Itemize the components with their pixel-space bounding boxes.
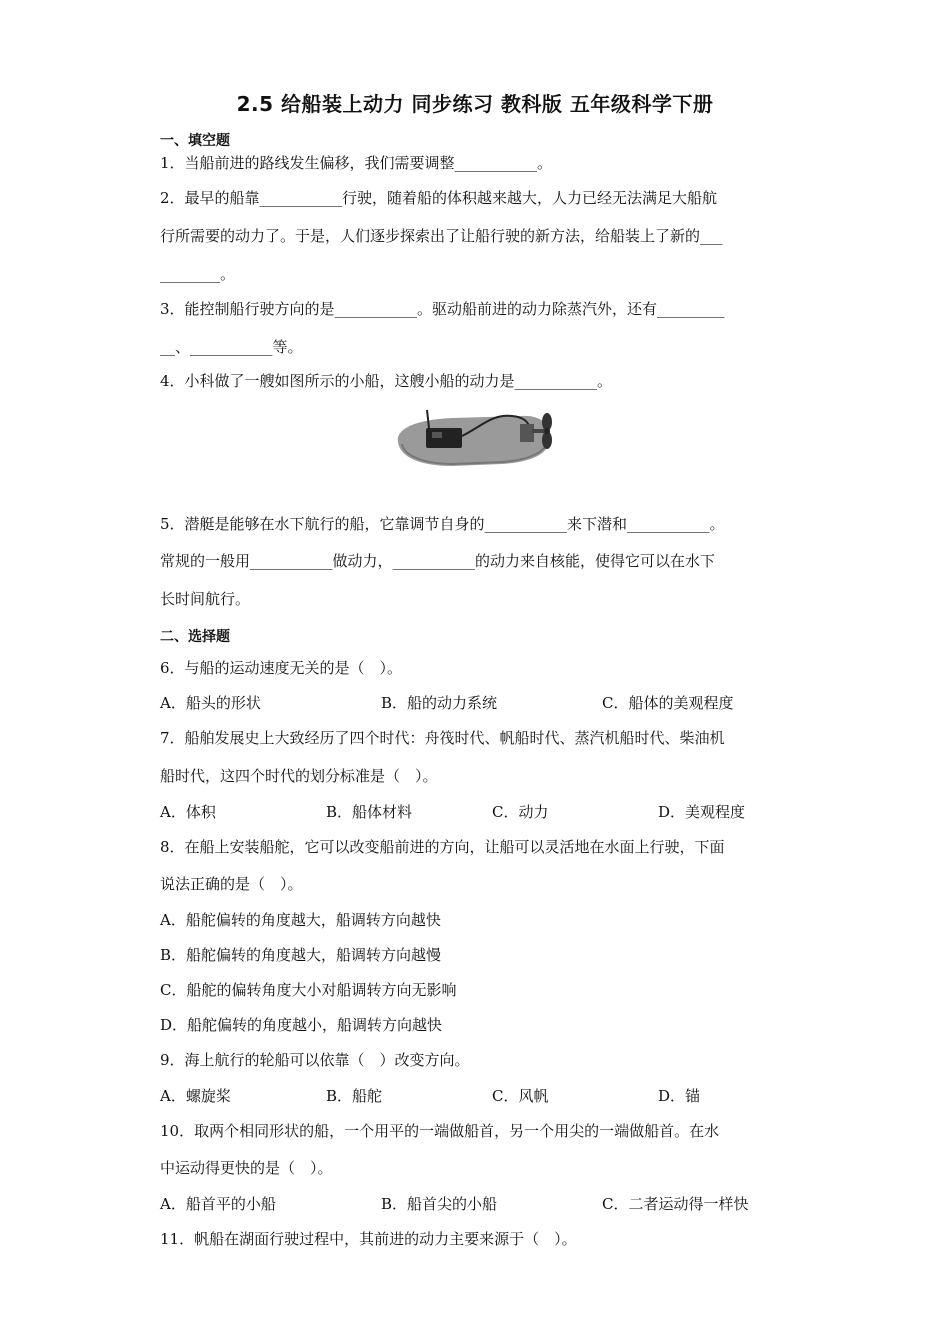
q7-option-d: D．美观程度 — [658, 803, 746, 821]
toy-boat-image — [392, 402, 556, 472]
q8-option-a: A．船舵偏转的角度越大，船调转方向越快 — [160, 911, 441, 929]
question-8-line-1: 8．在船上安装船舵，它可以改变船前进的方向，让船可以灵活地在水面上行驶，下面 — [160, 838, 725, 856]
q9-option-a: A．螺旋桨 — [160, 1087, 231, 1105]
page-title: 2.5 给船装上动力 同步练习 教科版 五年级科学下册 — [236, 92, 714, 116]
q9-option-c: C．风帆 — [492, 1087, 549, 1105]
q7-option-a: A．体积 — [160, 803, 216, 821]
q10-option-c: C．二者运动得一样快 — [602, 1195, 749, 1213]
question-2-line-1: 2．最早的船靠___________行驶，随着船的体积越来越大，人力已经无法满足大船航 — [160, 189, 718, 207]
question-11: 11．帆船在湖面行驶过程中，其前进的动力主要来源于（ ）。 — [160, 1230, 577, 1248]
q8-option-b: B．船舵偏转的角度越大，船调转方向越慢 — [160, 946, 442, 964]
question-4: 4．小科做了一艘如图所示的小船，这艘小船的动力是___________。 — [160, 372, 613, 390]
q6-option-b: B．船的动力系统 — [381, 694, 498, 712]
q10-option-b: B．船首尖的小船 — [381, 1195, 498, 1213]
question-2-line-3: ________。 — [160, 265, 236, 283]
q6-option-a: A．船头的形状 — [160, 694, 261, 712]
q8-option-c: C．船舵的偏转角度大小对船调转方向无影响 — [160, 981, 457, 999]
question-5-line-3: 长时间航行。 — [160, 590, 251, 608]
question-7-line-2: 船时代，这四个时代的划分标准是（ ）。 — [160, 767, 438, 785]
question-3-line-1: 3．能控制船行驶方向的是___________。驱动船前进的动力除蒸汽外，还有_________ — [160, 300, 725, 318]
section-fill-heading: 一、填空题 — [160, 133, 230, 149]
question-10-line-2: 中运动得更快的是（ ）。 — [160, 1159, 333, 1177]
q9-option-d: D．锚 — [658, 1087, 701, 1105]
q7-option-c: C．动力 — [492, 803, 549, 821]
question-5-line-1: 5．潜艇是能够在水下航行的船，它靠调节自身的___________来下潜和___________。 — [160, 515, 725, 533]
q10-option-a: A．船首平的小船 — [160, 1195, 276, 1213]
question-2-line-2: 行所需要的动力了。于是，人们逐步探索出了让船行驶的新方法，给船装上了新的___ — [160, 227, 723, 245]
question-1: 1．当船前进的路线发生偏移，我们需要调整___________。 — [160, 154, 553, 172]
question-5-line-2: 常规的一般用___________做动力，___________的动力来自核能，使得它可以在水下 — [160, 552, 716, 570]
q6-option-c: C．船体的美观程度 — [602, 694, 734, 712]
question-8-line-2: 说法正确的是（ ）。 — [160, 875, 303, 893]
q8-option-d: D．船舵偏转的角度越小，船调转方向越快 — [160, 1016, 443, 1034]
section-choice-heading: 二、选择题 — [160, 629, 230, 645]
question-3-line-2: __、___________等。 — [160, 338, 303, 356]
q9-option-b: B．船舵 — [326, 1087, 383, 1105]
question-6: 6．与船的运动速度无关的是（ ）。 — [160, 659, 403, 677]
question-10-line-1: 10．取两个相同形状的船，一个用平的一端做船首，另一个用尖的一端做船首。在水 — [160, 1122, 720, 1140]
question-7-line-1: 7．船舶发展史上大致经历了四个时代：舟筏时代、帆船时代、蒸汽机船时代、柴油机 — [160, 729, 725, 747]
question-9: 9．海上航行的轮船可以依靠（ ）改变方向。 — [160, 1051, 470, 1069]
q7-option-b: B．船体材料 — [326, 803, 413, 821]
